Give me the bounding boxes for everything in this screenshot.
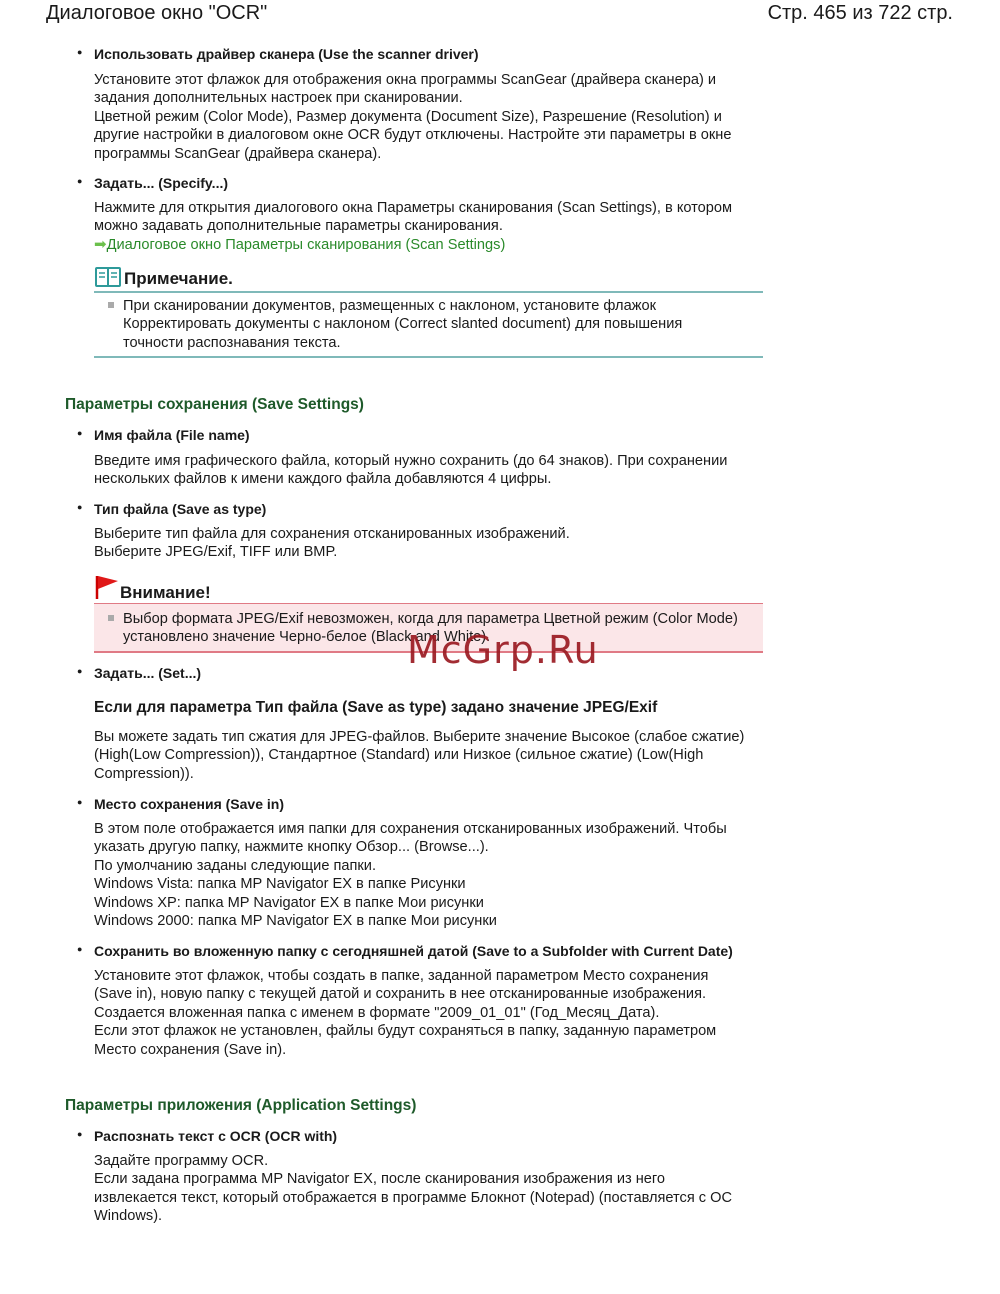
paragraph-file-name: Введите имя графического файла, который нужно сохранить (до 64 знаков). При сохранении нескольких файлов к имени каждого файла добавляются 4 цифры.	[94, 453, 728, 488]
note-title: Примечание.	[124, 269, 233, 288]
paragraph-specify: Нажмите для открытия диалогового окна Параметры сканирования (Scan Settings), в котором можно задавать дополнительные параметры сканирования. ➡Диалоговое окно Параметры сканирования (Scan Settings)	[94, 199, 764, 254]
scan-settings-link[interactable]: ➡Диалоговое окно Параметры сканирования (Scan Settings)	[94, 235, 506, 253]
note-box	[94, 264, 763, 360]
bullet-save-as-type: ● Тип файла (Save as type)	[80, 501, 266, 517]
paragraph-ocr-with: Задайте программу OCR. Если задана программа MP Navigator EX, после сканирования изображения из него извлекается текст, который отображается в программе Блокнот (Notepad) (поставляется с ОС Windows).	[94, 1153, 733, 1225]
square-bullet-icon	[108, 615, 114, 621]
paragraph-save-as-type: Выберите тип файла для сохранения отсканированных изображений. Выберите JPEG/Exif, TIFF или BMP.	[94, 526, 570, 561]
note-top-divider	[94, 291, 763, 293]
note-item: При сканировании документов, размещенных с наклоном, установите флажок Корректировать документы с наклоном (Correct slanted document) для повышения точности распознавания текста.	[108, 297, 682, 352]
paragraph-scanner-driver: Установите этот флажок для отображения окна программы ScanGear (драйвера сканера) и задания дополнительных настроек при сканировании. Цветной режим (Color Mode), Размер документа (Document Size), Разрешение (Resolution) и другие настройки в диалоговом окне OCR будут отключены. Настройте эти параметры в окне программы ScanGear (драйвера сканера).	[94, 72, 732, 162]
paragraph-compression: Вы можете задать тип сжатия для JPEG-файлов. Выберите значение Высокое (слабое сжатие) (High(Low Compression)), Стандартное (Standard) или Низкое (сильное сжатие) (Low(High Compression)).	[94, 729, 745, 782]
arrow-right-icon: ➡	[94, 235, 107, 253]
bullet-ocr-with: ● Распознать текст с OCR (OCR with)	[80, 1128, 337, 1144]
page-number: Стр. 465 из 722 стр.	[767, 2, 953, 24]
bullet-set: ● Задать... (Set...)	[80, 665, 201, 681]
paragraph-save-in: В этом поле отображается имя папки для сохранения отсканированных изображений. Чтобы указать другую папку, нажмите кнопку Обзор... (Browse...). По умолчанию заданы следующие папки. Windows Vista: папка MP Navigator EX в папке Рисунки Windows XP: папка MP Navigator EX в папке Мои рисунки Windows 2000: папка MP Navigator EX в папке Мои рисунки	[94, 821, 727, 930]
watermark: McGrp.Ru	[407, 628, 599, 672]
paragraph-subfolder: Установите этот флажок, чтобы создать в папке, заданной параметром Место сохранения (Save in), новую папку с текущей датой и сохранить в нее отсканированные изображения. Создается вложенная папка с именем в формате "2009_01_01" (Год_Месяц_Дата). Если этот флажок не установлен, файлы будут сохраняться в папку, заданную параметром Место сохранения (Save in).	[94, 968, 717, 1058]
bullet-specify: ● Задать... (Specify...)	[80, 175, 228, 191]
red-flag-icon	[94, 574, 120, 600]
section-heading-save-settings: Параметры сохранения (Save Settings)	[65, 396, 364, 413]
warning-item: Выбор формата JPEG/Exif невозможен, когда для параметра Цветной режим (Color Mode) установлено значение Черно-белое (Black and White).	[108, 610, 738, 647]
bullet-save-to-subfolder: ● Сохранить во вложенную папку с сегодняшней датой (Save to a Subfolder with Current Date)	[80, 943, 733, 959]
bullet-save-in: ● Место сохранения (Save in)	[80, 796, 284, 812]
page-header-title: Диалоговое окно "OCR"	[46, 2, 268, 24]
subheading-jpeg-exif: Если для параметра Тип файла (Save as type) задано значение JPEG/Exif	[94, 699, 658, 716]
section-heading-application-settings: Параметры приложения (Application Settings)	[65, 1097, 417, 1114]
note-bottom-divider	[94, 356, 763, 358]
book-icon	[94, 266, 122, 288]
bullet-file-name: ● Имя файла (File name)	[80, 427, 250, 443]
warning-title: Внимание!	[120, 583, 211, 602]
square-bullet-icon	[108, 302, 114, 308]
bullet-use-scanner-driver: ● Использовать драйвер сканера (Use the scanner driver)	[80, 46, 479, 62]
